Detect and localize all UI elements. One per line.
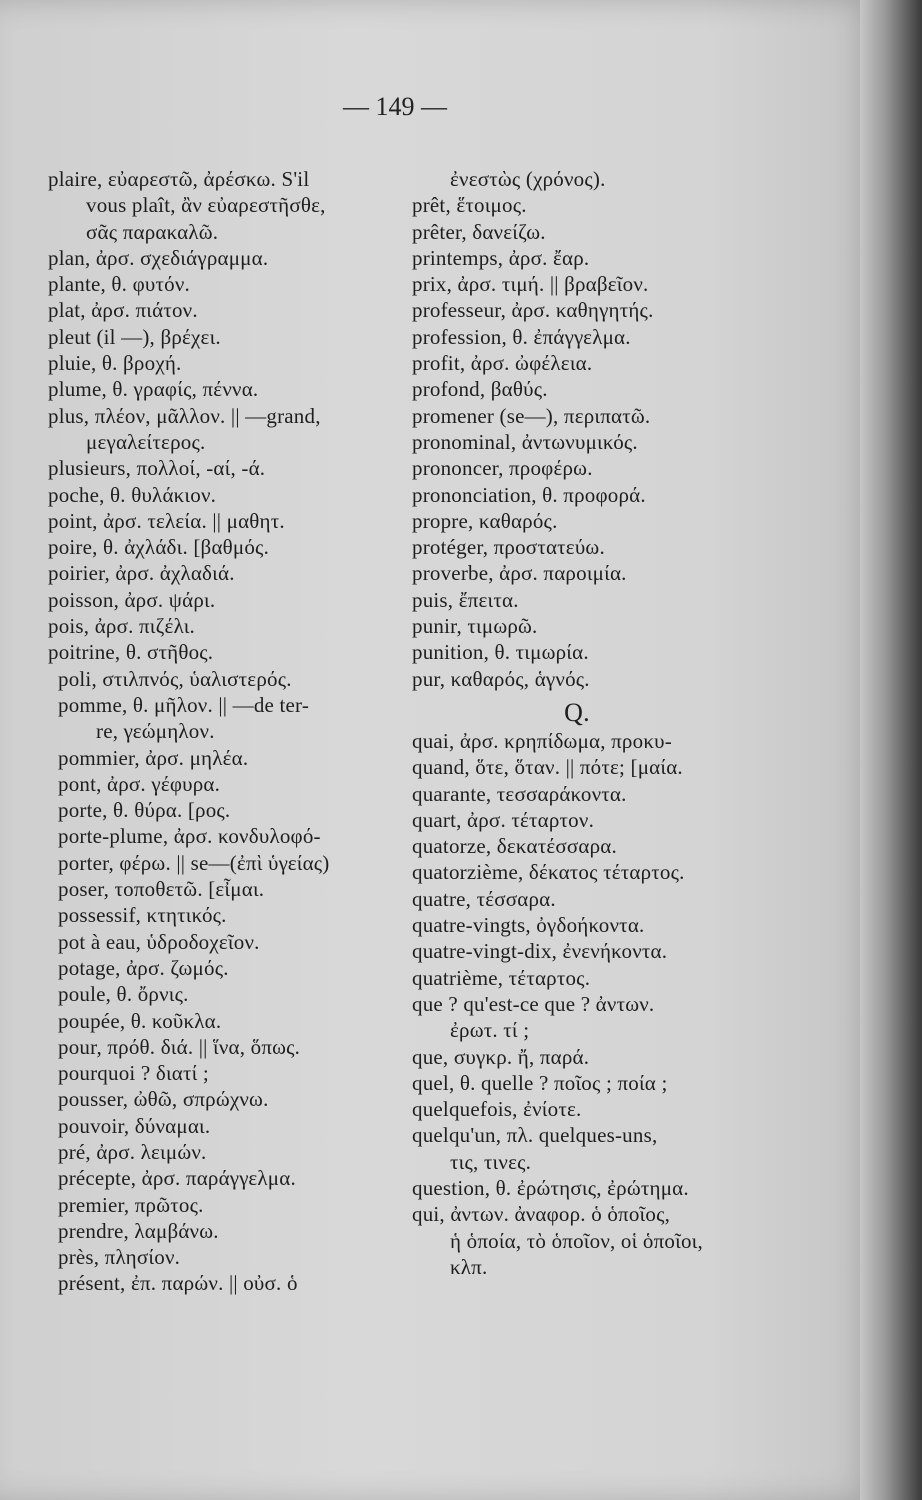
right-entry-line: prononciation, θ. προφορά.	[412, 482, 646, 507]
right-entry-line: τις, τινες.	[450, 1149, 532, 1174]
right-entry-line: quelquefois, ἐνίοτε.	[412, 1097, 582, 1122]
section-heading: Q.	[564, 697, 590, 727]
left-entry-line: porte, θ. θύρα. [ρος.	[58, 798, 231, 823]
right-entry-line: prêt, ἕτοιμος.	[412, 193, 527, 218]
right-entry-line: quai, ἀρσ. κρηπίδωμα, προκυ-	[412, 728, 672, 753]
right-entry-line: que, συγκρ. ἤ, παρά.	[412, 1044, 590, 1069]
left-entry-line: pommier, ἀρσ. μηλέα.	[58, 745, 249, 770]
right-entry-line: promener (se—), περιπατῶ.	[412, 403, 651, 428]
right-entry-line: propre, καθαρός.	[412, 508, 558, 533]
left-entry-line: prendre, λαμβάνω.	[58, 1218, 219, 1243]
left-entry-line: plusieurs, πολλοί, -αί, -ά.	[48, 456, 266, 481]
right-entry-line: profit, ἀρσ. ὠφέλεια.	[412, 351, 593, 376]
left-entry-line: pousser, ὠθῶ, σπρώχνω.	[58, 1087, 269, 1112]
right-entry-line: professeur, ἀρσ. καθηγητής.	[412, 298, 654, 323]
right-entry-line: puis, ἔπειτα.	[412, 587, 519, 612]
left-entry-line: plaire, εὐαρεστῶ, ἀρέσκω. S'il	[48, 167, 310, 191]
right-entry-line: qui, ἀντων. ἀναφορ. ὁ ὁποῖος,	[412, 1202, 671, 1227]
left-entry-line: poisson, ἀρσ. ψάρι.	[48, 587, 216, 612]
left-entry-line: plante, θ. φυτόν.	[48, 272, 190, 297]
right-entry-line: ἐρωτ. τί ;	[450, 1018, 530, 1043]
left-entry-line: μεγαλείτερος.	[86, 429, 206, 454]
right-entry-line: quatre-vingts, ὀγδοήκοντα.	[412, 913, 645, 938]
left-entry-line: plume, θ. γραφίς, πέννα.	[48, 377, 259, 402]
right-entry-line: quel, θ. quelle ? ποῖος ; ποία ;	[412, 1070, 668, 1095]
right-entry-line: κλπ.	[450, 1254, 488, 1279]
right-entry-line: prêter, δανείζω.	[412, 219, 546, 244]
right-entry-line: quatre-vingt-dix, ἐνενήκοντα.	[412, 939, 668, 964]
left-entry-line: pouvoir, δύναμαι.	[58, 1113, 211, 1138]
right-entry-line: quand, ὅτε, ὅταν. || πότε; [μαία.	[412, 755, 683, 780]
right-entry-line: quarante, τεσσαράκοντα.	[412, 781, 627, 806]
left-entry-line: vous plaît, ἂν εὐαρεστῆσθε,	[86, 193, 326, 218]
left-entry-line: potage, ἀρσ. ζωμός.	[58, 955, 229, 980]
right-entry-line: que ? qu'est-ce que ? ἀντων.	[412, 991, 655, 1016]
left-entry-line: pluie, θ. βροχή.	[48, 351, 182, 376]
right-entry-line: ἡ ὁποία, τὸ ὁποῖον, οἱ ὁποῖοι,	[450, 1228, 703, 1253]
left-entry-line: poule, θ. ὄρνις.	[58, 982, 189, 1007]
right-entry-line: pur, καθαρός, ἁγνός.	[412, 666, 590, 691]
right-entry-line: quatorzième, δέκατος τέταρτος.	[412, 860, 685, 885]
left-entry-line: pomme, θ. μῆλον. || —de ter-	[58, 692, 310, 717]
left-entry-line: porte-plume, ἀρσ. κονδυλοφό-	[58, 824, 321, 849]
left-entry-line: poirier, ἀρσ. ἀχλαδιά.	[48, 561, 235, 586]
left-entry-line: poche, θ. θυλάκιον.	[48, 482, 217, 507]
right-entry-line: pronominal, ἀντωνυμικός.	[412, 429, 638, 454]
left-entry-line: pré, ἀρσ. λειμών.	[58, 1139, 207, 1164]
left-entry-line: premier, πρῶτος.	[58, 1192, 204, 1217]
left-entry-line: σᾶς παρακαλῶ.	[86, 219, 219, 244]
left-entry-line: re, γεώμηλον.	[96, 719, 215, 744]
right-entry-line: profession, θ. ἐπάγγελμα.	[412, 324, 631, 349]
left-entry-line: pleut (il —), βρέχει.	[48, 324, 221, 349]
left-column	[48, 166, 398, 1297]
right-entry-line: prix, ἀρσ. τιμή. || βραβεῖον.	[412, 272, 649, 297]
right-column	[412, 166, 772, 1280]
left-entry-line: poser, τοποθετῶ. [εἶμαι.	[58, 877, 265, 902]
left-entry-line: plus, πλέον, μᾶλλον. || —grand,	[48, 403, 321, 428]
left-entry-line: près, πλησίον.	[58, 1245, 181, 1270]
left-entry-line: point, ἀρσ. τελεία. || μαθητ.	[48, 508, 285, 533]
left-entry-line: pont, ἀρσ. γέφυρα.	[58, 771, 221, 796]
left-entry-line: pois, ἀρσ. πιζέλι.	[48, 614, 196, 639]
right-entry-line: prononcer, προφέρω.	[412, 456, 593, 481]
left-entry-line: poire, θ. ἀχλάδι. [βαθμός.	[48, 535, 270, 560]
right-entry-line: quatorze, δεκατέσσαρα.	[412, 834, 617, 859]
left-entry-line: précepte, ἀρσ. παράγγελμα.	[58, 1166, 296, 1191]
left-entry-line: poli, στιλπνός, ὑαλιστερός.	[58, 666, 292, 691]
right-entry-line: punition, θ. τιμωρία.	[412, 640, 589, 665]
right-entry-line: question, θ. ἐρώτησις, ἐρώτημα.	[412, 1175, 689, 1200]
left-entry-line: poupée, θ. κοῦκλα.	[58, 1008, 222, 1033]
right-entry-line: quatrième, τέταρτος.	[412, 965, 591, 990]
right-entry-line: quatre, τέσσαρα.	[412, 886, 556, 911]
left-entry-line: poitrine, θ. στῆθος.	[48, 640, 214, 665]
right-entry-line: punir, τιμωρῶ.	[412, 614, 538, 639]
page-number: — 149 —	[343, 92, 447, 121]
left-entry-line: pourquoi ? διατί ;	[58, 1061, 209, 1086]
right-entry-line: protéger, προστατεύω.	[412, 535, 605, 560]
left-entry-line: plan, ἀρσ. σχεδιάγραμμα.	[48, 245, 269, 270]
left-entry-line: présent, ἐπ. παρών. || οὐσ. ὁ	[58, 1271, 298, 1296]
right-entry-line: printemps, ἀρσ. ἔαρ.	[412, 245, 590, 270]
left-entry-line: possessif, κτητικός.	[58, 903, 227, 928]
right-entry-line: profond, βαθύς.	[412, 377, 548, 402]
left-entry-line: pot à eau, ὑδροδοχεῖον.	[58, 929, 260, 954]
page-edge	[860, 0, 922, 1500]
right-entry-line: ἐνεστὼς (χρόνος).	[450, 167, 606, 191]
left-entry-line: porter, φέρω. || se—(ἐπὶ ὑγείας)	[58, 850, 330, 875]
right-entry-line: proverbe, ἀρσ. παροιμία.	[412, 561, 627, 586]
right-entry-line: quelqu'un, πλ. quelques-uns,	[412, 1123, 658, 1148]
left-entry-line: pour, πρόθ. διά. || ἵνα, ὅπως.	[58, 1034, 301, 1059]
right-entry-line: quart, ἀρσ. τέταρτον.	[412, 807, 595, 832]
left-entry-line: plat, ἀρσ. πιάτον.	[48, 298, 198, 323]
